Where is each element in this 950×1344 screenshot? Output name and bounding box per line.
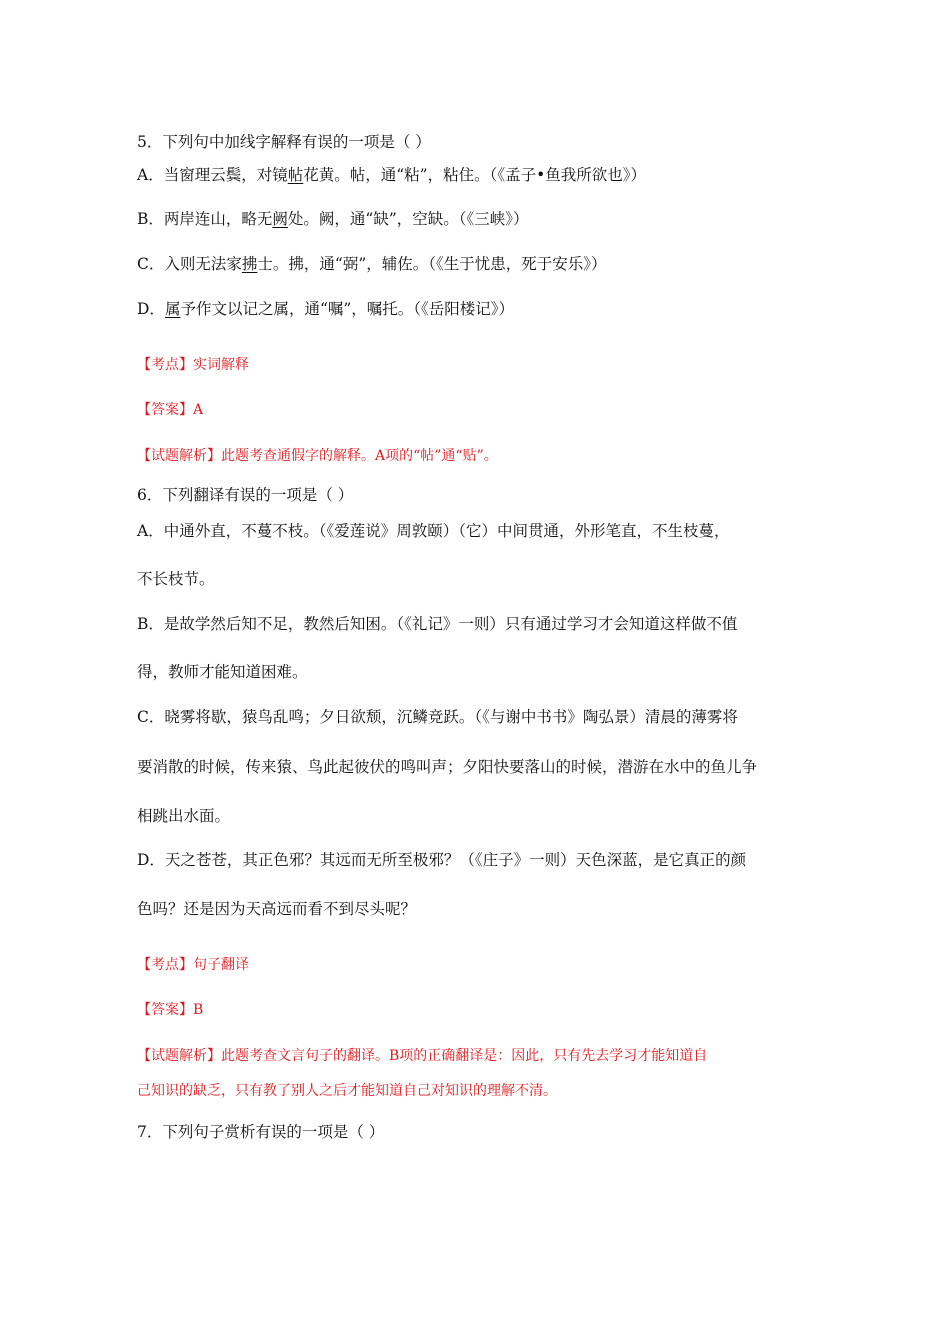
q5-option-a [137, 164, 817, 186]
q5-option-b-pre: B．两岸连山，略无 [137, 210, 273, 228]
q5-answer: 【答案】A [137, 402, 204, 418]
q6-explanation-line2: 己知识的缺乏，只有教了别人之后才能知道自己对知识的理解不清。 [137, 1083, 557, 1099]
q5-option-b [137, 208, 817, 230]
q6-option-b-line1: B．是故学然后知不足，教然后知困。（《礼记》一则）只有通过学习才会知道这样做不值 [137, 615, 738, 633]
q5-kaodian: 【考点】实词解释 [137, 357, 249, 373]
q6-explanation-line1: 【试题解析】此题考查文言句子的翻译。B项的正确翻译是：因此，只有先去学习才能知道自 [137, 1048, 708, 1064]
q6-option-c-line2: 要消散的时候，传来猿、鸟此起彼伏的鸣叫声；夕阳快要落山的时候，潜游在水中的鱼儿争 [137, 758, 758, 776]
question-7-title: 7．下列句子赏析有误的一项是（ ） [137, 1123, 385, 1141]
q5-option-d-underlined: 属 [164, 300, 181, 318]
q5-option-a-underlined: 帖 [287, 166, 304, 184]
q6-option-a-line2: 不长枝节。 [137, 570, 215, 588]
question-5-title: 5．下列句中加线字解释有误的一项是（ ） [137, 133, 431, 151]
q5-option-b-underlined: 阙 [272, 210, 288, 228]
q5-option-d [137, 298, 817, 320]
q5-option-c [137, 253, 817, 275]
q6-option-a-line1: A．中通外直，不蔓不枝。（《爱莲说》周敦颐）（它）中间贯通，外形笔直，不生枝蔓， [137, 522, 730, 540]
q6-option-d-line1: D．天之苍苍，其正色邪？其远而无所至极邪？（《庄子》一则）天色深蓝，是它真正的颜 [137, 851, 747, 869]
q5-option-a-pre: A．当窗理云鬓，对镜 [137, 166, 288, 184]
q6-kaodian: 【考点】句子翻译 [137, 957, 249, 973]
q6-answer: 【答案】B [137, 1002, 204, 1018]
question-6-title: 6．下列翻译有误的一项是（ ） [137, 486, 354, 504]
q5-option-c-post: 士。拂，通“弼”，辅佐。（《生于忧患，死于安乐》） [257, 255, 607, 273]
q5-option-c-pre: C．入则无法家 [137, 255, 242, 273]
q5-option-d-post: 予作文以记之属，通“嘱”，嘱托。（《岳阳楼记》） [180, 300, 515, 318]
q6-option-b-line2: 得，教师才能知道困难。 [137, 663, 308, 681]
q5-option-d-pre: D． [137, 300, 165, 318]
q5-option-b-post: 处。阙，通“缺”，空缺。（《三峡》） [287, 210, 529, 228]
q6-option-d-line2: 色吗？还是因为天高远而看不到尽头呢？ [137, 900, 417, 918]
q5-option-c-underlined: 拂 [241, 255, 258, 273]
q6-option-c-line3: 相跳出水面。 [137, 807, 231, 825]
q5-explanation: 【试题解析】此题考查通假字的解释。A项的“帖”通“贴”。 [137, 448, 498, 464]
q5-option-a-post: 花黄。帖，通“粘”，粘住。（《孟子•鱼我所欲也》） [303, 166, 646, 184]
q6-option-c-line1: C．晓雾将歇，猿鸟乱鸣；夕日欲颓，沉鳞竞跃。（《与谢中书书》陶弘景）清晨的薄雾将 [137, 708, 738, 726]
